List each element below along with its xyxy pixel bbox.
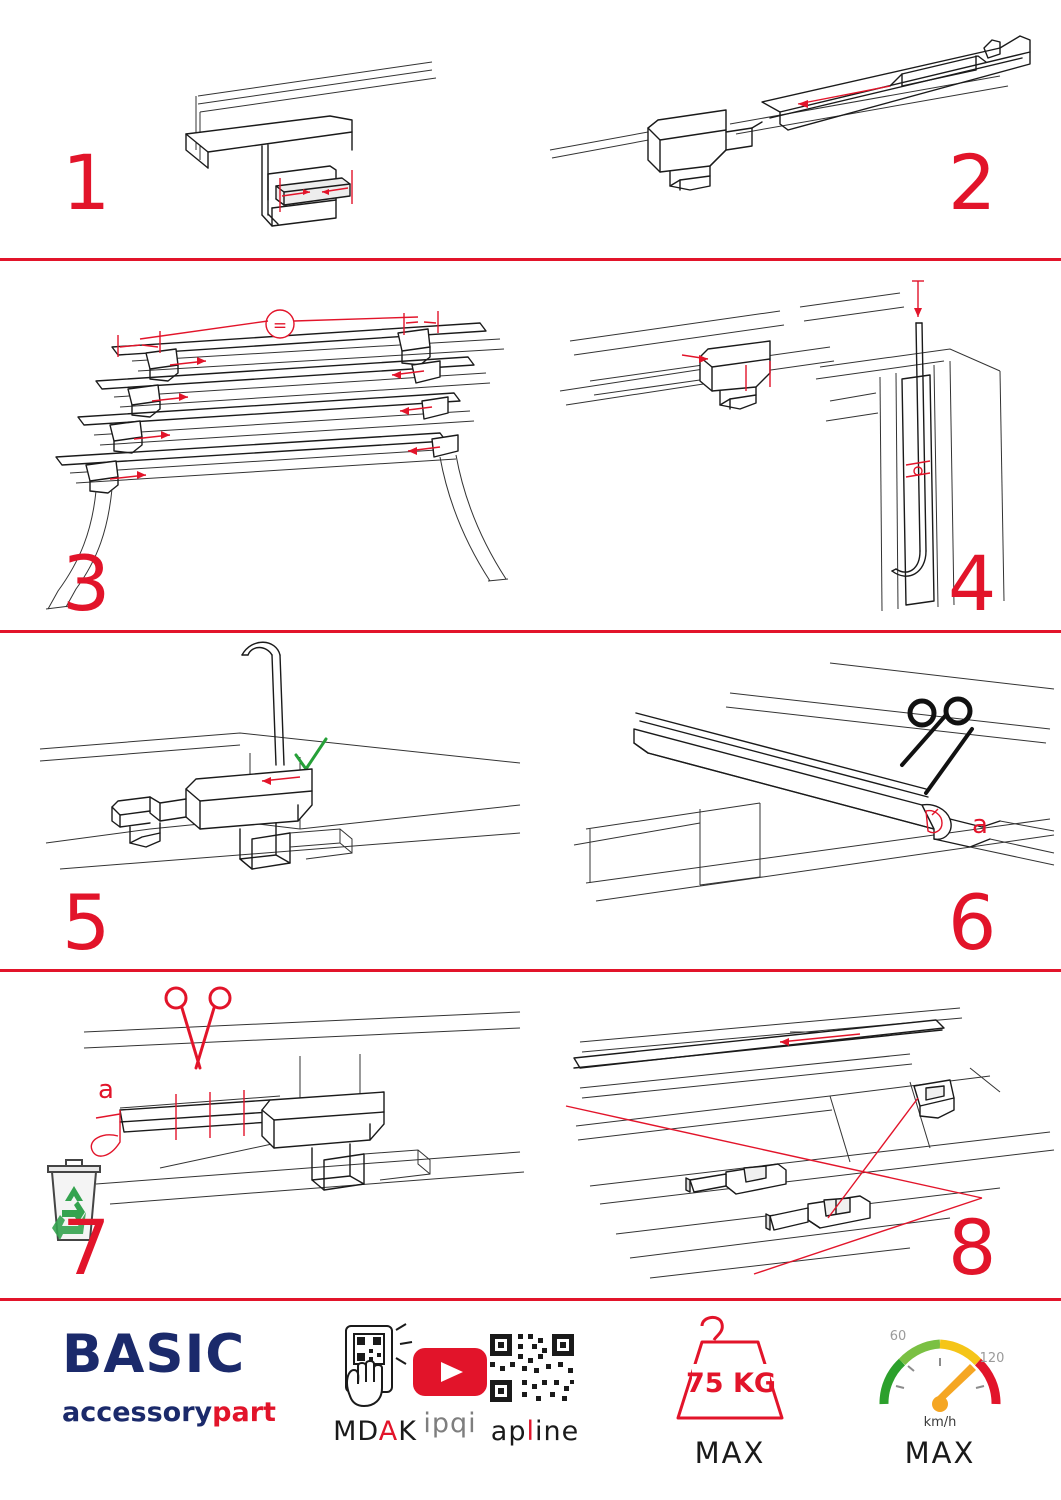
brand-subtitle-left: accessory	[62, 1397, 213, 1428]
logo-ipqi-label: ipqi	[423, 1408, 477, 1439]
part-label-a: a	[972, 810, 988, 840]
logo-apline-label	[470, 1416, 600, 1447]
brand-subtitle-right: part	[212, 1397, 276, 1428]
logo-apline-post: ine	[534, 1416, 580, 1447]
step-5-number: 5	[62, 878, 110, 967]
qr-code-icon	[470, 1328, 600, 1408]
step-6-panel	[530, 633, 1061, 969]
max-load-label: MAX	[694, 1436, 766, 1470]
step-8-panel	[530, 972, 1061, 1298]
step-3-number: 3	[62, 539, 110, 628]
step-2-panel	[530, 0, 1061, 258]
speed-unit: km/h	[923, 1415, 957, 1430]
max-speed-label: MAX	[904, 1436, 976, 1470]
step-6-number: 6	[948, 878, 996, 967]
step-8-number: 8	[948, 1203, 996, 1292]
brand-subtitle	[62, 1399, 292, 1426]
speed-tick-high: 120	[979, 1351, 1005, 1366]
logo-mdak-pre: MD	[333, 1416, 379, 1447]
max-speed-block	[850, 1308, 1030, 1470]
speed-tick-low: 60	[889, 1329, 907, 1344]
logo-apline-accent: l	[526, 1416, 535, 1447]
logo-mdak-accent: A	[378, 1416, 399, 1447]
step-4-panel	[530, 261, 1061, 630]
logo-apline-pre: ap	[490, 1416, 527, 1447]
footer	[0, 1300, 1061, 1500]
step-7-panel	[0, 972, 530, 1298]
step-4-number: 4	[948, 539, 996, 628]
weight-icon	[640, 1312, 820, 1432]
logo-mdak-post: K	[398, 1416, 417, 1447]
speedometer-icon	[850, 1308, 1030, 1432]
step-3-panel	[0, 261, 530, 630]
part-label-a: a	[98, 1075, 114, 1105]
max-load-value: 75 KG	[685, 1368, 777, 1399]
brand-block	[62, 1324, 292, 1428]
step-1-number: 1	[62, 138, 110, 227]
logo-apline	[470, 1328, 600, 1447]
step-1-panel	[0, 0, 530, 258]
brand-name: BASIC	[62, 1324, 246, 1385]
step-2-number: 2	[948, 138, 996, 227]
equal-sign-label: =	[272, 316, 288, 336]
step-5-panel	[0, 633, 530, 969]
max-load-block	[640, 1312, 820, 1470]
step-7-number: 7	[62, 1203, 110, 1292]
scissors-icon	[902, 699, 972, 793]
